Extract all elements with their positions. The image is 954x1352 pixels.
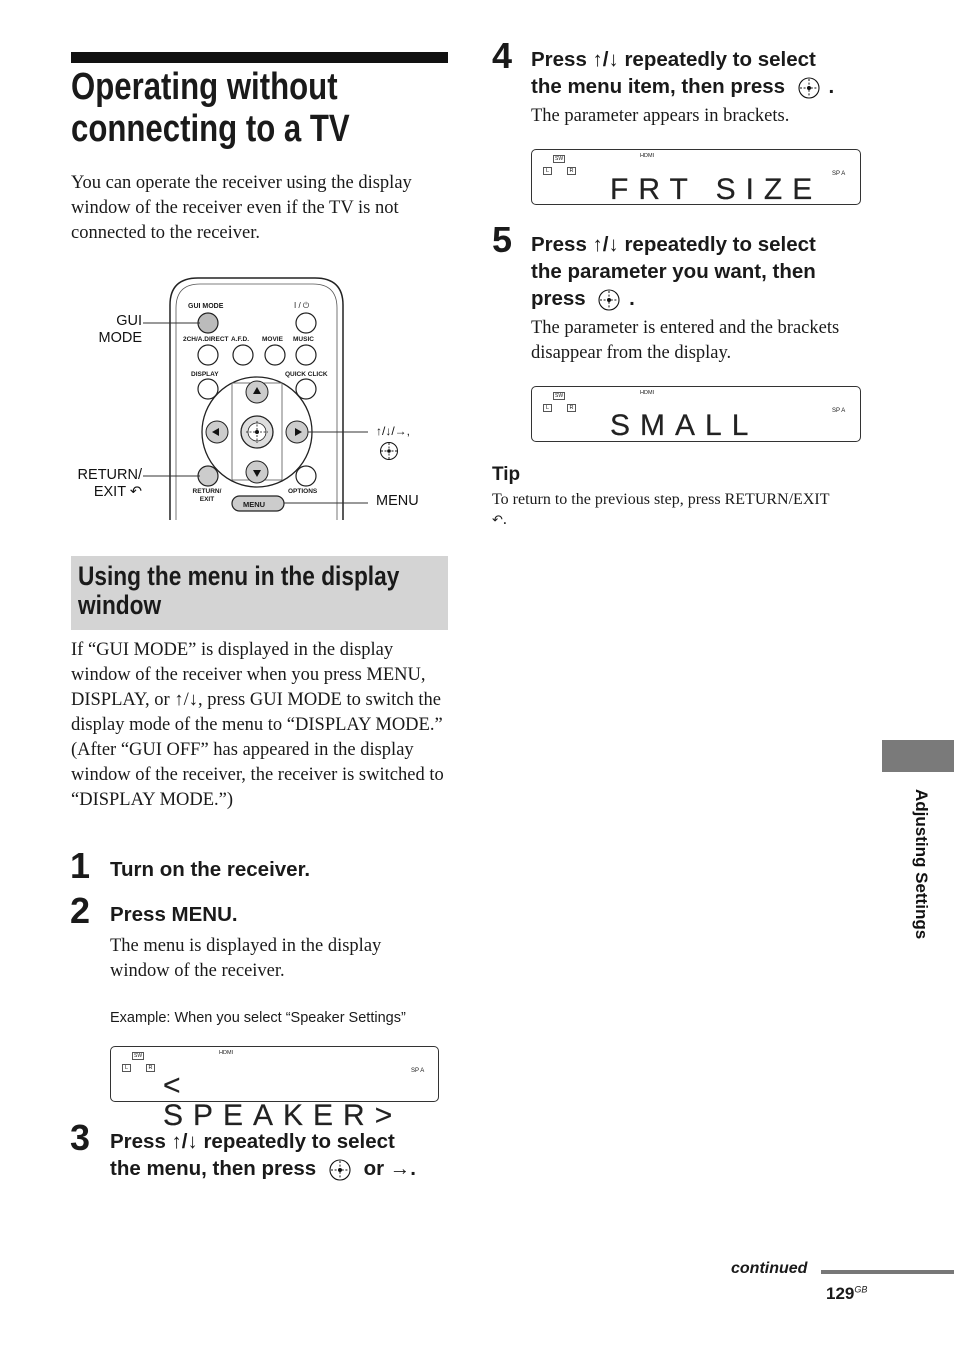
section-heading-line1: Using the menu in the display: [78, 561, 400, 591]
step-5-line2: the parameter you want, then: [531, 260, 816, 283]
lcd-text-speaker: < SPEAKER>: [163, 1069, 403, 1132]
lcd-l: L: [122, 1064, 131, 1072]
tip-text-tail: .: [502, 511, 507, 528]
step-5-text: [531, 231, 891, 312]
power-button: [296, 313, 316, 333]
tip-text-body: To return to the previous step, press RETURN/EXIT: [492, 491, 830, 508]
step-4-line2: [531, 73, 891, 100]
remote-label-2ch: 2CH/A.DIRECT: [183, 336, 229, 343]
lcd-r: R: [567, 167, 576, 175]
continued-label: continued: [731, 1260, 808, 1277]
remote-label-quick-click: QUICK CLICK: [285, 371, 328, 378]
step-1-text: Turn on the receiver.: [110, 858, 311, 881]
page-number-value: 129: [826, 1284, 855, 1303]
lcd-sw: SW: [134, 1053, 143, 1059]
remote-label-movie: MOVIE: [262, 336, 283, 343]
lcd-l: L: [543, 404, 552, 412]
remote-label-menu: MENU: [243, 500, 266, 509]
enter-icon: [379, 441, 399, 461]
remote-label-return-exit: RETURN/ EXIT: [192, 488, 222, 503]
remote-label-gui-mode: GUI MODE: [188, 303, 224, 310]
callout-gui-mode: [90, 313, 142, 347]
enter-icon: [328, 1158, 352, 1182]
step-4-line1: Press ↑/↓ repeatedly to select: [531, 48, 816, 71]
step-5-detail: The parameter is entered and the brackets disappear from the display.: [531, 318, 840, 363]
lcd-r: R: [146, 1064, 155, 1072]
step-2-number: 2: [70, 890, 91, 931]
remote-label-display: DISPLAY: [191, 371, 219, 378]
step-5-line3-text: press: [531, 287, 586, 310]
remote-label-afd: A.F.D.: [231, 336, 250, 343]
display-frt-size: [531, 149, 861, 205]
side-tab-label: Adjusting Settings: [912, 789, 931, 940]
enter-icon: [597, 288, 621, 312]
section-heading-line2: window: [78, 590, 162, 620]
intro-paragraph: You can operate the receiver using the display window of the receiver even if the TV is not connected to the receiver.: [71, 173, 412, 243]
step-5-number: 5: [492, 219, 513, 260]
page-title-line2: connecting to a TV: [71, 108, 350, 150]
section-paragraph: If “GUI MODE” is displayed in the display window of the receiver when you press MENU, DISPLAY, or ↑/↓, press GUI MODE to switch the display mode of the menu to “DISPLAY MODE.” (After “GUI OFF” has appeared in the display window of the receiver, the receiver is switched to “DISPLAY MODE.”): [71, 640, 444, 810]
callout-menu: MENU: [376, 493, 419, 509]
callout-return-line2: EXIT ↶: [93, 484, 142, 500]
lcd-r: R: [567, 404, 576, 412]
display-small: [531, 386, 861, 442]
page-title: [71, 66, 350, 150]
callout-gui-line1: GUI: [116, 313, 142, 329]
callout-return-line1: RETURN/: [77, 467, 142, 483]
step-5-line1: Press ↑/↓ repeatedly to select: [531, 233, 816, 256]
lcd-spa: SP A: [832, 408, 846, 414]
step-5-line3-tail: .: [629, 287, 635, 310]
lcd-text-frt-size: FRT SIZE: [610, 173, 823, 206]
continued-bar: [821, 1270, 954, 1274]
step-1-number: 1: [70, 845, 91, 886]
return-exit-button: [198, 466, 218, 486]
tip-text: [492, 490, 877, 531]
step-2-detail: The menu is displayed in the display window of the receiver.: [110, 936, 382, 981]
page-title-line1: Operating without: [71, 66, 338, 108]
step-2-text: Press MENU.: [110, 903, 238, 926]
step-4-number: 4: [492, 35, 513, 76]
step-3-number: 3: [70, 1117, 91, 1158]
step-5-line3: [531, 285, 891, 312]
display-speaker: [110, 1046, 439, 1132]
callout-gui-line2: MODE: [98, 330, 142, 346]
step-3-line1: Press ↑/↓ repeatedly to select: [110, 1130, 395, 1153]
side-tab-block: [882, 740, 954, 772]
return-icon: ↶: [492, 513, 503, 528]
tip-heading: Tip: [492, 464, 521, 485]
step-4-line2-text: the menu item, then press: [531, 75, 786, 98]
remote-label-options: OPTIONS: [288, 488, 318, 495]
callout-arrows: ↑/↓/→,: [376, 424, 411, 438]
title-rule: [71, 52, 448, 63]
lcd-spa: SP A: [832, 171, 846, 177]
step-3-line2: [110, 1155, 450, 1182]
step-4-text: [531, 46, 891, 100]
gui-mode-button: [198, 313, 218, 333]
step-3-line2-text: the menu, then press: [110, 1157, 317, 1180]
step-3-text: [110, 1128, 450, 1182]
callout-return-exit: [60, 467, 142, 501]
lcd-text-small: SMALL: [610, 409, 759, 442]
lcd-hdmi: HDMI: [219, 1050, 234, 1056]
enter-icon: [797, 76, 821, 100]
lcd-sw: SW: [555, 156, 564, 162]
page-number: [826, 1284, 867, 1304]
lcd-l: L: [543, 167, 552, 175]
step-3-line2-tail: or →.: [363, 1157, 416, 1180]
page-number-suffix: GB: [854, 1284, 868, 1295]
remote-label-power: I / ⏻: [294, 301, 310, 310]
step-4-detail: The parameter appears in brackets.: [531, 106, 790, 126]
lcd-spa: SP A: [411, 1068, 425, 1074]
lcd-hdmi: HDMI: [640, 390, 655, 396]
lcd-sw: SW: [555, 393, 564, 399]
step-4-line2-tail: .: [828, 75, 835, 98]
step-2-example: Example: When you select “Speaker Settings”: [110, 1010, 406, 1026]
remote-label-music: MUSIC: [293, 336, 314, 343]
lcd-hdmi: HDMI: [640, 153, 655, 159]
section-heading: [78, 562, 399, 620]
